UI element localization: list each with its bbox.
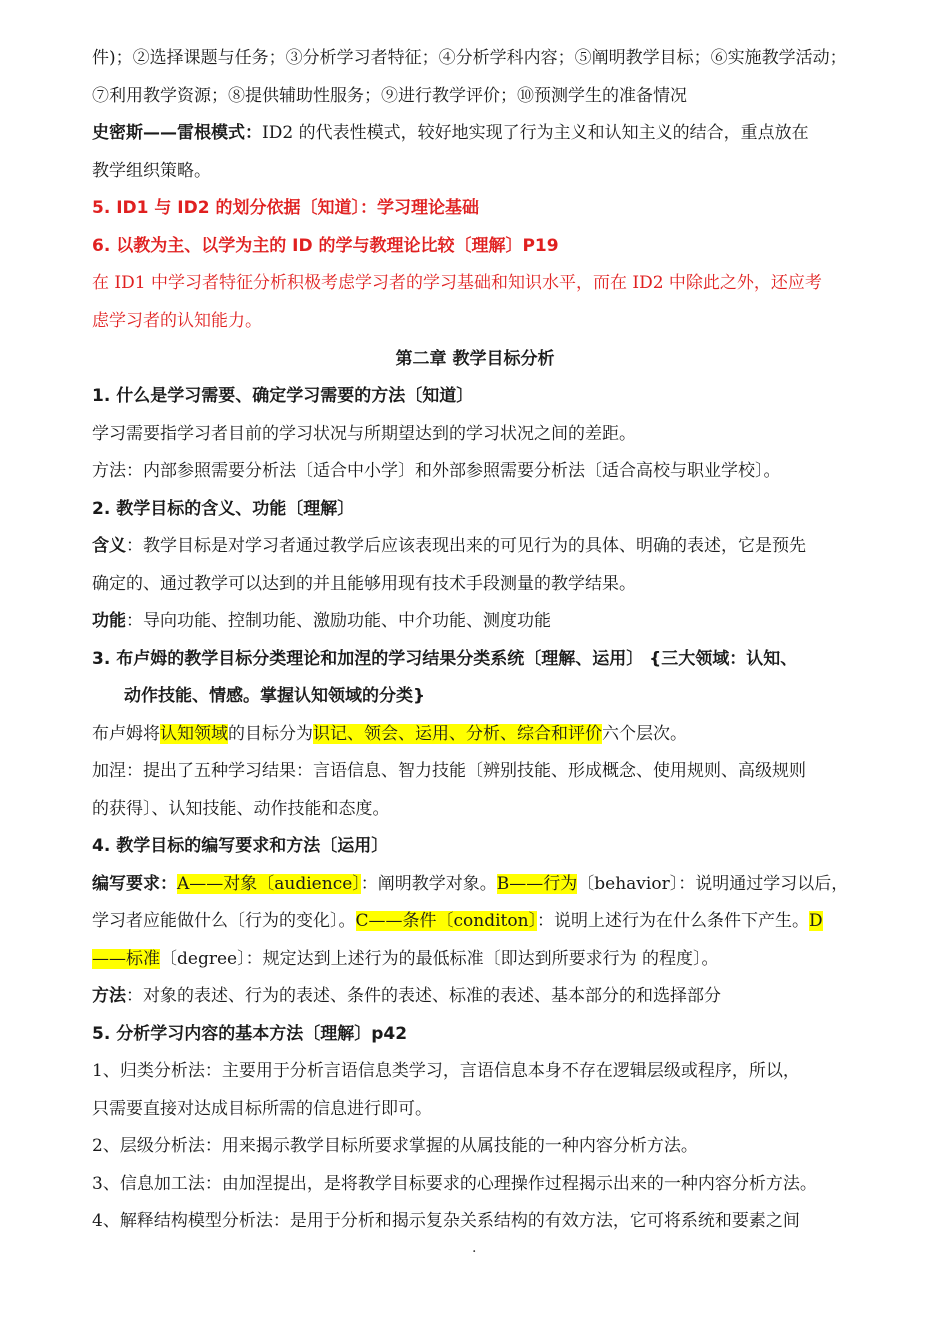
text-span: ：说明上述行为在什么条件下产生。 <box>537 911 810 931</box>
text-line: 方法：内部参照需要分析法〔适合中小学〕和外部参照需要分析法〔适合高校与职业学校〕。 <box>92 461 781 481</box>
text-line: 虑学习者的认知能力。 <box>92 311 262 331</box>
footer-dot: . <box>472 1240 477 1256</box>
term-label: 史密斯——雷根模式： <box>92 123 262 143</box>
text-span: 〔behavior〕：说明通过学习以后， <box>577 874 849 894</box>
text-line: 的获得〕、认知技能、动作技能和态度。 <box>92 799 390 819</box>
highlighted-text: A——对象〔audience〕 <box>177 874 361 894</box>
text-line <box>92 947 892 973</box>
term-text: ：对象的表述、行为的表述、条件的表述、标准的表述、基本部分的和选择部分 <box>126 986 721 1006</box>
text-line: 教学组织策略。 <box>92 161 211 181</box>
highlighted-text: C——条件〔conditon〕 <box>355 911 538 931</box>
text-line <box>92 984 892 1010</box>
text-span: 布卢姆将 <box>92 724 160 744</box>
text-line <box>92 121 892 147</box>
text-line: 只需要直接对达成目标所需的信息进行即可。 <box>92 1099 432 1119</box>
section-heading: 3. 布卢姆的教学目标分类理论和加涅的学习结果分类系统〔理解、运用〕 {三大领域：认知、 <box>92 649 798 669</box>
highlighted-text: B——行为 <box>496 874 578 894</box>
term-label: 编写要求： <box>92 874 177 894</box>
text-line <box>92 534 892 560</box>
text-line: 在 ID1 中学习者特征分析积极考虑学习者的学习基础和知识水平，而在 ID2 中除此之外，还应考 <box>92 273 822 293</box>
term-label: 方法 <box>92 986 126 1006</box>
term-text: ID2 的代表性模式，较好地实现了行为主义和认知主义的结合，重点放在 <box>262 123 809 143</box>
text-line <box>92 722 892 748</box>
highlighted-text: 认知领域 <box>160 724 228 744</box>
text-line <box>92 872 892 898</box>
text-line <box>92 909 892 935</box>
text-line: 2、层级分析法：用来揭示教学目标所要求掌握的从属技能的一种内容分析方法。 <box>92 1136 698 1156</box>
section-heading: 动作技能、情感。掌握认知领域的分类} <box>124 686 426 706</box>
section-heading: 6. 以教为主、以学为主的 ID 的学与教理论比较〔理解〕P19 <box>92 236 559 256</box>
text-span: 六个层次。 <box>602 724 687 744</box>
text-line: ⑦利用教学资源；⑧提供辅助性服务；⑨进行教学评价；⑩预测学生的准备情况 <box>92 86 687 106</box>
text-line: 4、解释结构模型分析法：是用于分析和揭示复杂关系结构的有效方法，它可将系统和要素之间 <box>92 1211 800 1231</box>
highlighted-text: D <box>809 911 823 931</box>
text-span: 学习者应能做什么〔行为的变化〕。 <box>92 911 356 931</box>
section-heading: 5. ID1 与 ID2 的划分依据〔知道〕：学习理论基础 <box>92 198 479 218</box>
term-label: 含义 <box>92 536 126 556</box>
text-span: 的目标分为 <box>228 724 313 744</box>
text-span: 〔degree〕：规定达到上述行为的最低标准〔即达到所要求行为 的程度〕。 <box>160 949 719 969</box>
text-line: 3、信息加工法：由加涅提出，是将教学目标要求的心理操作过程揭示出来的一种内容分析方法。 <box>92 1174 817 1194</box>
section-heading: 5. 分析学习内容的基本方法〔理解〕p42 <box>92 1024 408 1044</box>
text-line: 1、归类分析法：主要用于分析言语信息类学习，言语信息本身不存在逻辑层级或程序，所以， <box>92 1061 800 1081</box>
text-line: 加涅：提出了五种学习结果：言语信息、智力技能〔辨别技能、形成概念、使用规则、高级规则 <box>92 761 806 781</box>
section-heading: 4. 教学目标的编写要求和方法〔运用〕 <box>92 836 389 856</box>
chapter-title: 第二章 教学目标分析 <box>395 349 555 369</box>
highlighted-text: ——标准 <box>92 949 160 969</box>
text-span: ：阐明教学对象。 <box>360 874 497 894</box>
text-line: 确定的、通过教学可以达到的并且能够用现有技术手段测量的教学结果。 <box>92 574 636 594</box>
term-text: ：导向功能、控制功能、激励功能、中介功能、测度功能 <box>126 611 551 631</box>
text-line <box>92 609 892 635</box>
text-line: 件)；②选择课题与任务；③分析学习者特征；④分析学科内容；⑤阐明教学目标；⑥实施教学活动； <box>92 48 847 68</box>
text-line: 学习需要指学习者目前的学习状况与所期望达到的学习状况之间的差距。 <box>92 424 636 444</box>
term-label: 功能 <box>92 611 126 631</box>
highlighted-text: 识记、领会、运用、分析、综合和评价 <box>313 724 602 744</box>
section-heading: 1. 什么是学习需要、确定学习需要的方法〔知道〕 <box>92 386 474 406</box>
section-heading: 2. 教学目标的含义、功能〔理解〕 <box>92 499 355 519</box>
term-text: ：教学目标是对学习者通过教学后应该表现出来的可见行为的具体、明确的表述，它是预先 <box>126 536 806 556</box>
